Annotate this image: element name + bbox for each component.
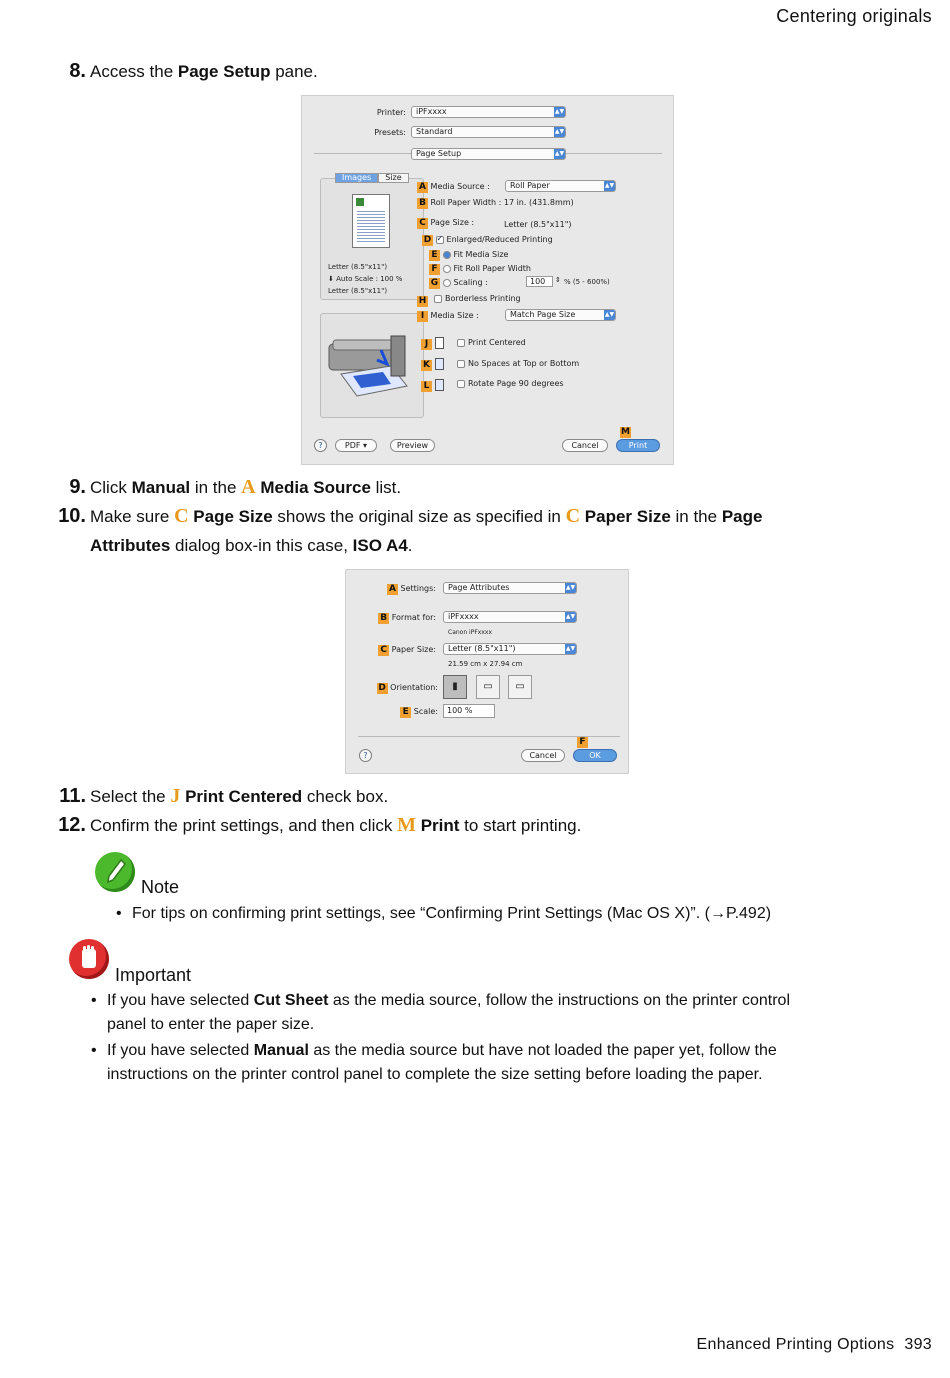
preview-tabs [335, 173, 409, 183]
page-attributes-dialog [345, 569, 629, 774]
tab-size[interactable]: Size [378, 173, 408, 183]
scaling-input[interactable]: 100 [526, 276, 553, 287]
media-source-popup[interactable]: Roll Paper ▲▼ [505, 180, 616, 192]
pane-popup[interactable]: Page Setup ▲▼ [411, 148, 566, 160]
help-button[interactable]: ? [314, 439, 327, 452]
step-9: 9. Click Manual in the A Media Source list. [69, 476, 402, 498]
reverse-landscape-orientation-icon[interactable]: ▭ [508, 675, 532, 699]
print-centered-option: Print Centered [457, 338, 526, 347]
important-hand-icon [69, 939, 109, 979]
paper-size-dimensions: 21.59 cm x 27.94 cm [448, 660, 523, 668]
media-size-popup[interactable]: Match Page Size ▲▼ [505, 309, 616, 321]
scaling-row: G Scaling : [430, 278, 488, 288]
printer-illustration [321, 314, 423, 417]
down-arrow-icon: ⬇ [328, 275, 337, 283]
page-size-value: Letter (8.5"x11") [504, 220, 572, 229]
borderless-checkbox[interactable] [434, 295, 442, 303]
landscape-orientation-icon[interactable]: ▭ [476, 675, 500, 699]
popup-arrow-icon: ▲▼ [565, 613, 576, 620]
popup-arrow-icon: ▲▼ [554, 150, 565, 157]
popup-arrow-icon: ▲▼ [565, 584, 576, 591]
printer-popup[interactable]: iPFxxxx ▲▼ [411, 106, 566, 118]
paper-size-popup[interactable]: Letter (8.5"x11") ▲▼ [443, 643, 577, 655]
print-centered-row: J [421, 337, 444, 350]
page-preview [352, 194, 390, 248]
roll-width-row: B Roll Paper Width : 17 in. (431.8mm) [417, 198, 574, 209]
preview-info-2: ⬇ Auto Scale : 100 % [328, 275, 403, 283]
format-subtitle: Canon iPFxxxx [448, 629, 492, 636]
preview-info-1: Letter (8.5"x11") [328, 263, 388, 271]
fit-roll-row: F Fit Roll Paper Width [429, 264, 531, 275]
pdf-button[interactable]: PDF ▾ [335, 439, 377, 452]
rotate-checkbox[interactable] [457, 380, 465, 388]
preview-info-3: Letter (8.5"x11") [328, 287, 388, 295]
scaling-stepper[interactable]: ⇕ [555, 276, 561, 284]
note-bullet: • For tips on confirming print settings, see “Confirming Print Settings (Mac OS X)”. (→P.492) [116, 905, 772, 922]
no-spaces-icon [435, 358, 444, 370]
running-header: Centering originals [776, 6, 932, 26]
preview-button[interactable]: Preview [390, 439, 435, 452]
page-setup-dialog [301, 95, 674, 465]
tag-f: F [577, 737, 588, 748]
print-centered-icon [435, 337, 444, 349]
popup-arrow-icon: ▲▼ [554, 128, 565, 135]
paper-size-label: C Paper Size: [354, 645, 436, 656]
tag-h: H [418, 296, 427, 306]
enlarged-row: D ✓ Enlarged/Reduced Printing [422, 235, 553, 246]
settings-label: A Settings: [354, 584, 436, 595]
image-thumbnail-icon [356, 198, 364, 206]
format-popup[interactable]: iPFxxxx ▲▼ [443, 611, 577, 623]
note-title: Note [141, 877, 180, 897]
orientation-label: D Orientation: [378, 683, 438, 693]
important-bullet-1: • If you have selected Cut Sheet as the media source, follow the instructions on the printer control panel to enter the paper size. [91, 992, 791, 1033]
popup-arrow-icon: ▲▼ [604, 311, 615, 318]
presets-popup[interactable]: Standard ▲▼ [411, 126, 566, 138]
media-size-row: I Media Size : [417, 311, 479, 322]
no-spaces-checkbox[interactable] [457, 360, 465, 368]
no-spaces-tag-row: K [421, 358, 444, 371]
step-10: 10. Make sure C Page Size shows the original size as specified in C Paper Size in the Page Attributes dialog box-in this case, ISO A4. [58, 505, 763, 555]
note-pencil-icon [95, 852, 135, 892]
step-11: 11. Select the J Print Centered check box. [59, 785, 389, 807]
page-footer: Enhanced Printing Options 393 [696, 1336, 932, 1353]
format-label: B Format for: [354, 613, 436, 624]
media-source-row: A Media Source : [417, 182, 490, 193]
portrait-orientation-icon[interactable]: ▮ [443, 675, 467, 699]
important-bullet-2: • If you have selected Manual as the media source but have not loaded the paper yet, follow the instructions on the printer control panel to complete the size setting before loading the paper. [91, 1042, 777, 1083]
print-button[interactable]: Print [616, 439, 660, 452]
page-size-row: C Page Size : [417, 218, 474, 229]
popup-arrow-icon: ▲▼ [604, 182, 615, 189]
printer-label: Printer: [376, 108, 406, 117]
scale-input[interactable]: 100 % [443, 704, 495, 718]
help-button[interactable]: ? [359, 749, 372, 762]
popup-arrow-icon: ▲▼ [554, 108, 565, 115]
rotate-option: Rotate Page 90 degrees [457, 379, 564, 388]
fit-roll-radio[interactable] [443, 265, 451, 273]
scaling-radio[interactable] [443, 279, 451, 287]
cancel-button[interactable]: Cancel [521, 749, 565, 762]
no-spaces-option: No Spaces at Top or Bottom [457, 359, 579, 368]
tag-m: M [621, 427, 630, 437]
rotate-tag-row: L [421, 379, 444, 392]
presets-label: Presets: [374, 128, 406, 137]
cancel-button[interactable]: Cancel [562, 439, 608, 452]
fit-media-row: E Fit Media Size [429, 250, 508, 261]
page-number: 393 [904, 1336, 932, 1353]
step-12: 12. Confirm the print settings, and then click M Print to start printing. [58, 814, 582, 836]
print-centered-checkbox[interactable] [457, 339, 465, 347]
tab-images[interactable]: Images [335, 173, 378, 183]
scaling-range: % (5 - 600%) [564, 278, 610, 286]
scale-label: E Scale: [354, 707, 438, 718]
text-lines [357, 209, 385, 243]
step-8: 8. Access the Page Setup pane. [69, 60, 318, 82]
settings-popup[interactable]: Page Attributes ▲▼ [443, 582, 577, 594]
fit-media-radio[interactable] [443, 251, 451, 259]
rotate-page-icon [435, 379, 444, 391]
popup-arrow-icon: ▲▼ [565, 645, 576, 652]
borderless-row: Borderless Printing [434, 294, 521, 303]
important-title: Important [115, 965, 192, 985]
enlarged-checkbox[interactable] [436, 236, 444, 244]
printer-illustration-panel [320, 313, 424, 418]
ok-button[interactable]: OK [573, 749, 617, 762]
